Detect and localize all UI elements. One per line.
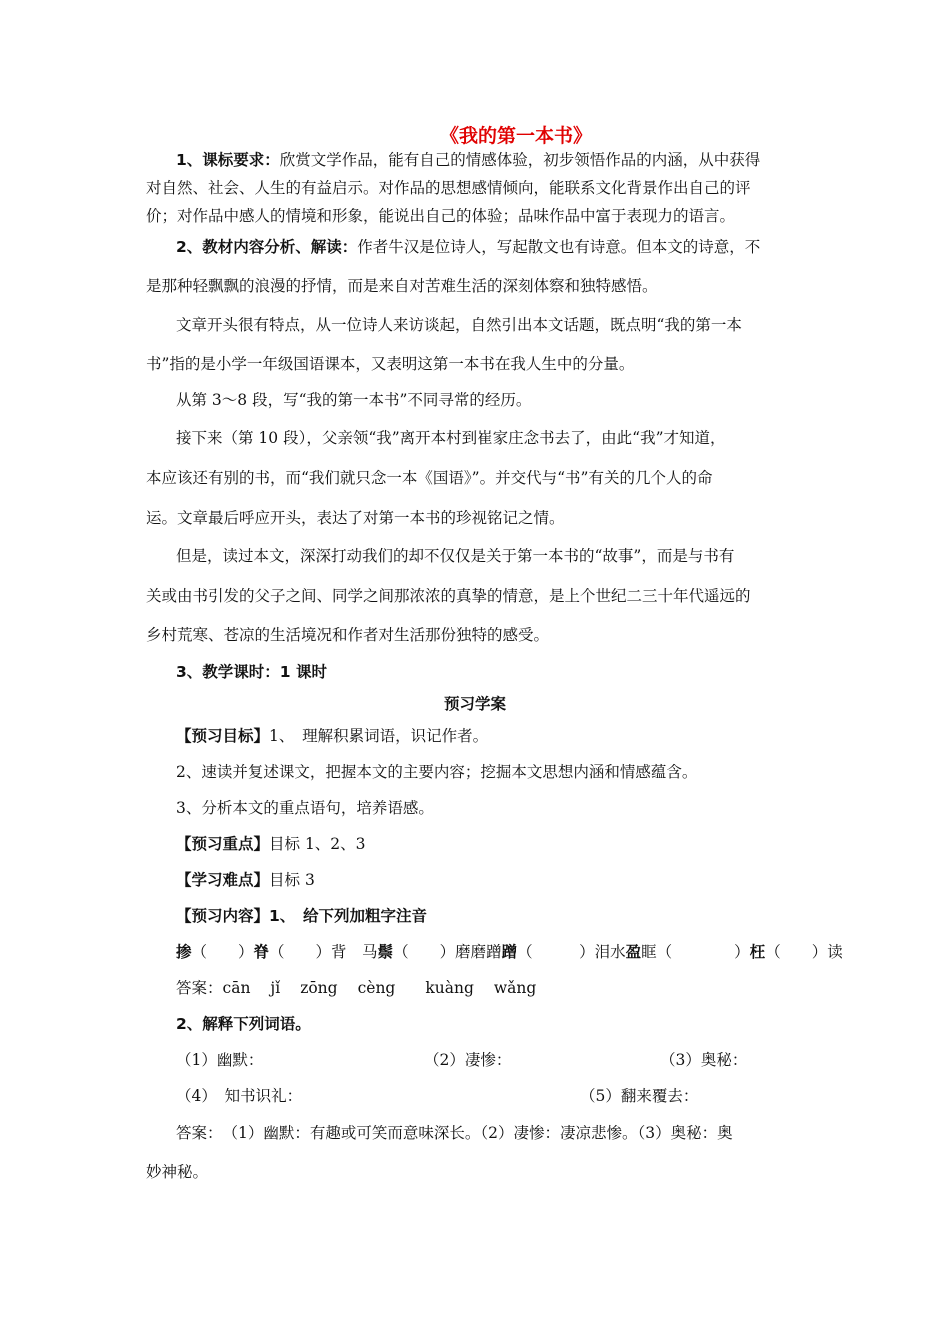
preview-difficulty-text: 目标 3 — [269, 871, 315, 889]
pinyin-answer-3: zōng — [300, 979, 338, 997]
pinyin-item-4-pre: 蹭 — [486, 943, 502, 961]
vocab-answer-line2: 妙神秘。 — [146, 1163, 209, 1181]
pinyin-item-2-char: 脊 — [253, 943, 270, 961]
section2-line2: 是那种轻飘飘的浪漫的抒情，而是来自对苦难生活的深刻体察和独特感悟。 — [146, 277, 658, 295]
section2-text1: 作者牛汉是位诗人，写起散文也有诗意。但本文的诗意，不 — [357, 238, 761, 256]
pinyin-item-1-blank: （ ） — [191, 943, 254, 961]
pinyin-item-1-char: 掺 — [176, 943, 192, 961]
section1-label: 1、课标要求： — [176, 151, 280, 169]
preview-focus-label: 【预习重点】 — [176, 835, 270, 853]
section2-p4-line3: 运。文章最后呼应开头，表达了对第一本书的珍视铭记之情。 — [146, 509, 565, 527]
pinyin-item-6-blank: （ ）读 — [765, 943, 843, 961]
preview-heading: 预习学案 — [443, 695, 506, 713]
preview-goal-1: 1、 理解积累词语，识记作者。 — [269, 727, 489, 745]
section2-p5-line1: 但是，读过本文，深深打动我们的却不仅仅是关于第一本书的“故事”，而是与书有 — [176, 547, 735, 565]
pinyin-item-4-blank: （ ）泪水 — [517, 943, 626, 961]
section2-p3-line1: 从第 3～8 段，写“我的第一本书”不同寻常的经历。 — [176, 391, 532, 409]
pinyin-answer-label: 答案： — [176, 979, 223, 997]
vocab-answer-line1: 答案： （1）幽默：有趣或可笑而意味深长。（2）凄惨：凄凉悲惨。（3）奥秘：奥 — [176, 1124, 733, 1142]
pinyin-item-3-blank: （ ）磨磨 — [393, 943, 487, 961]
pinyin-item-5-blank: 眶（ ） — [641, 943, 750, 961]
vocab-heading: 2、解释下列词语。 — [176, 1015, 311, 1033]
pinyin-answer-line — [176, 978, 838, 998]
document-title: 《我的第一本书》 — [440, 125, 593, 147]
section2-p5-line3: 乡村荒寒、苍凉的生活境况和作者对生活那份独特的感受。 — [146, 626, 550, 644]
section2-label: 2、教材内容分析、解读： — [176, 238, 358, 256]
vocab-word-3: （3）奥秘： — [660, 1051, 748, 1069]
section1-line2: 对自然、社会、人生的有益启示。对作品的思想感情倾向，能联系文化背景作出自己的评 — [146, 179, 751, 197]
preview-goal-3: 3、分析本文的重点语句，培养语感。 — [176, 799, 434, 817]
preview-goal-line1 — [176, 726, 838, 746]
preview-goal-2: 2、速读并复述课文，把握本文的主要内容；挖掘本文思想内涵和情感蕴含。 — [176, 763, 698, 781]
section1-line3: 价；对作品中感人的情境和形象，能说出自己的体验；品味作品中富于表现力的语言。 — [146, 207, 736, 225]
pinyin-answer-2: jǐ — [270, 979, 281, 997]
pinyin-answer-4: cèng — [357, 979, 396, 997]
section1-text1: 欣赏文学作品，能有自己的情感体验，初步领悟作品的内涵，从中获得 — [279, 151, 761, 169]
pinyin-exercise-line — [176, 942, 843, 962]
section2-p2-line2: 书”指的是小学一年级国语课本，又表明这第一本书在我人生中的分量。 — [146, 355, 635, 373]
preview-difficulty-label: 【学习难点】 — [176, 871, 270, 889]
section2-line1 — [176, 237, 808, 257]
preview-focus-line — [176, 834, 838, 854]
preview-difficulty-line — [176, 870, 838, 890]
vocab-word-2: （2）凄惨： — [424, 1051, 512, 1069]
vocab-word-4: （4） 知书识礼： — [176, 1087, 303, 1105]
pinyin-answer-6: wǎng — [493, 979, 537, 997]
vocab-word-1: （1）幽默： — [176, 1051, 264, 1069]
preview-goal-label: 【预习目标】 — [176, 727, 270, 745]
preview-focus-text: 目标 1、2、3 — [269, 835, 366, 853]
pinyin-item-6-char: 枉 — [749, 943, 766, 961]
section2-p4-line2: 本应该还有别的书，而“我们就只念一本《国语》”。并交代与“书”有关的几个人的命 — [146, 469, 713, 487]
section2-p5-line2: 关或由书引发的父子之间、同学之间那浓浓的真挚的情意，是上个世纪二三十年代遥远的 — [146, 587, 751, 605]
pinyin-answer-5: kuàng — [425, 979, 474, 997]
preview-content-line — [176, 906, 838, 926]
pinyin-item-3-char: 鬃 — [377, 943, 394, 961]
section2-p2-line1: 文章开头很有特点，从一位诗人来访谈起，自然引出本文话题，既点明“我的第一本 — [176, 316, 742, 334]
section2-p4-line1: 接下来（第 10 段），父亲领“我”离开本村到崔家庄念书去了，由此“我”才知道， — [176, 429, 726, 447]
preview-content-text: 1、 给下列加粗字注音 — [269, 907, 428, 925]
section1-line1 — [176, 150, 808, 170]
pinyin-answer-1: cān — [222, 979, 251, 997]
section3-label: 3、教学课时：1 课时 — [176, 663, 327, 681]
pinyin-item-2-blank: （ ）背 马 — [269, 943, 378, 961]
pinyin-item-5-char: 盈 — [625, 943, 642, 961]
vocab-word-5: （5）翻来覆去： — [580, 1087, 699, 1105]
pinyin-item-4-char: 蹭 — [501, 943, 518, 961]
preview-content-label: 【预习内容】 — [176, 907, 270, 925]
